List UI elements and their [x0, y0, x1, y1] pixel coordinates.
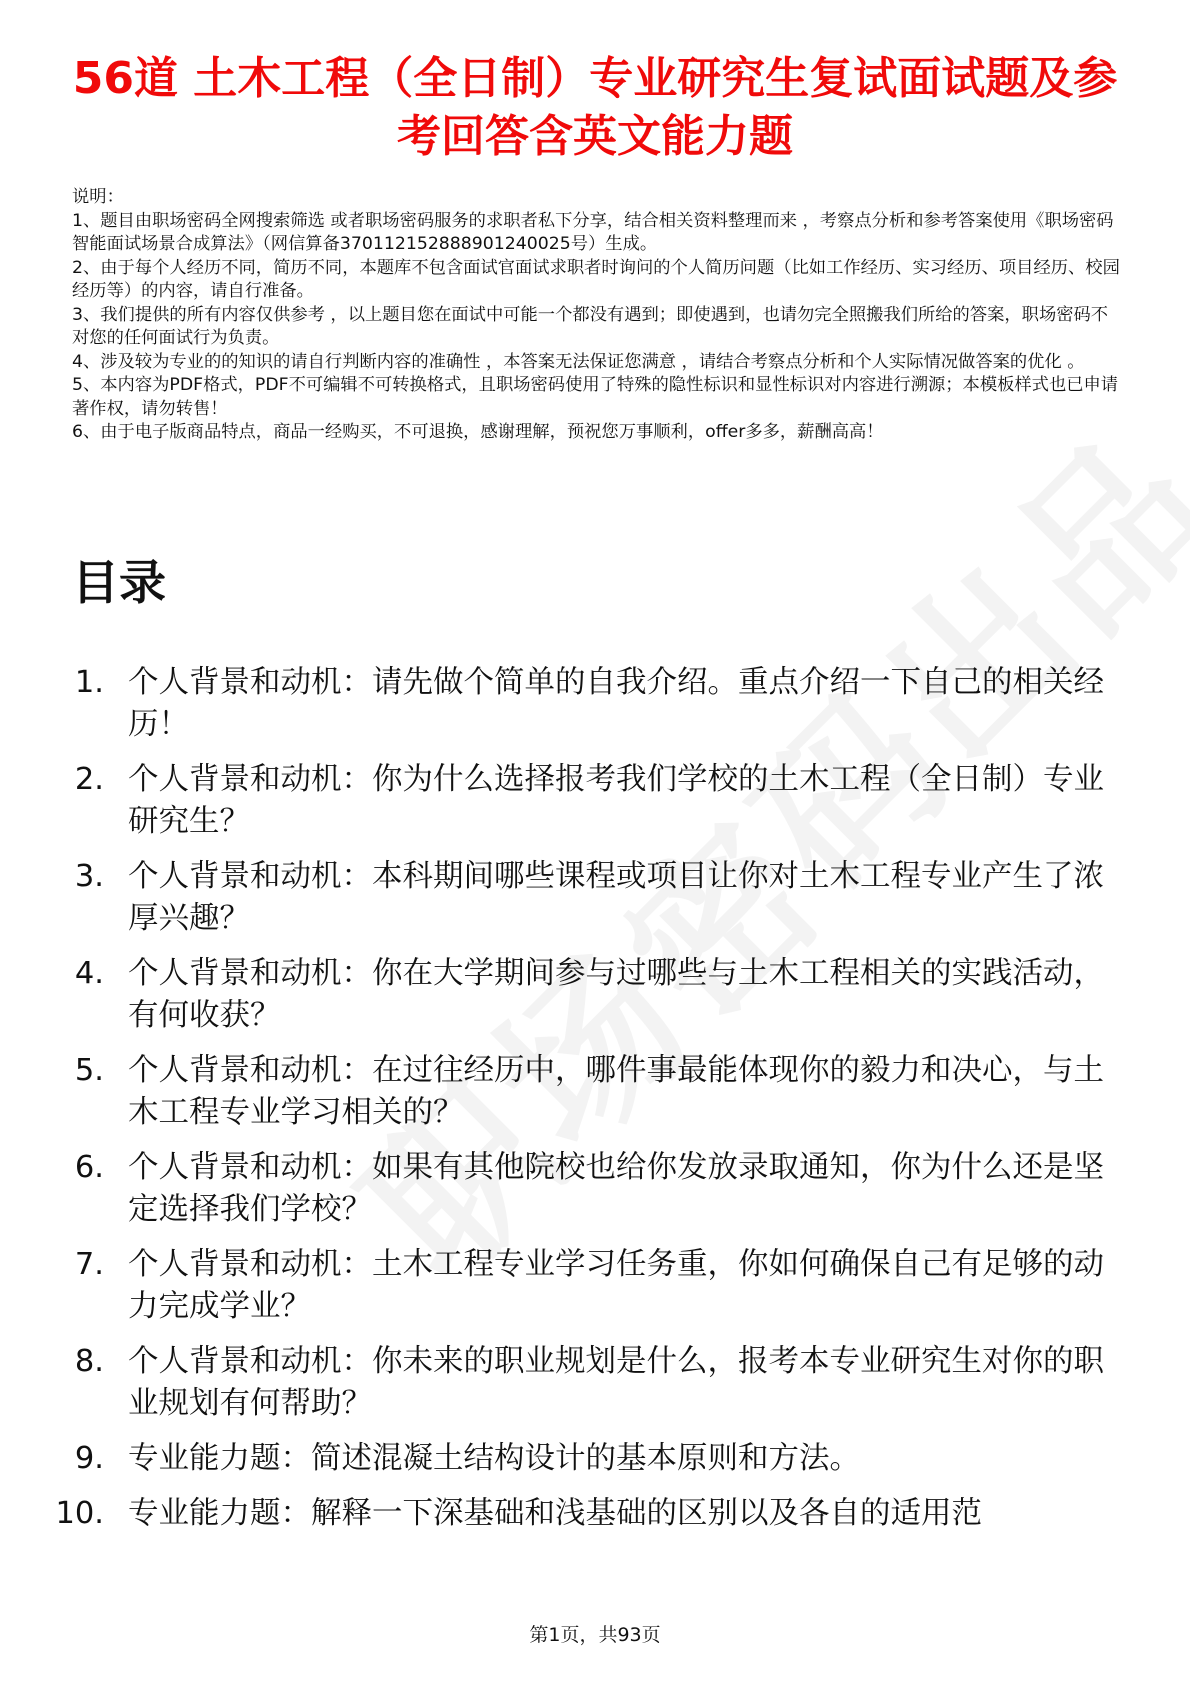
- toc-item-text: 个人背景和动机：你未来的职业规划是什么，报考本专业研究生对你的职业规划有何帮助？: [128, 1344, 1104, 1421]
- toc-item-number: 5.: [74, 1053, 104, 1088]
- toc-item-number: 9.: [74, 1441, 104, 1476]
- notes-item: 2、由于每个人经历不同，简历不同，本题库不包含面试官面试求职者时询问的个人简历问题（比如工作经历、实习经历、项目经历、校园经历等）的内容，请自行准备。: [72, 257, 1120, 301]
- notes-section: [72, 186, 1122, 445]
- toc-item[interactable]: [0, 1493, 1108, 1535]
- toc-item-text: 个人背景和动机：你为什么选择报考我们学校的土木工程（全日制）专业研究生？: [128, 762, 1104, 839]
- notes-item: 4、涉及较为专业的的知识的请自行判断内容的准确性 ，本答案无法保证您满意 ，请结合考察点分析和个人实际情况做答案的优化 。: [72, 351, 1085, 372]
- toc-item-number: 8.: [74, 1344, 104, 1379]
- toc-list: [0, 662, 1190, 1548]
- toc-item[interactable]: [0, 953, 1108, 1037]
- notes-item: 6、由于电子版商品特点，商品一经购买，不可退换，感谢理解，预祝您万事顺利，offer多多，薪酬高高！: [72, 422, 884, 442]
- toc-item[interactable]: [0, 1244, 1108, 1328]
- toc-item[interactable]: [0, 1438, 1108, 1480]
- toc-item[interactable]: [0, 1050, 1108, 1134]
- toc-item-number: 10.: [55, 1496, 104, 1531]
- notes-heading: 说明：: [72, 187, 124, 207]
- toc-item-text: 个人背景和动机：请先做个简单的自我介绍。重点介绍一下自己的相关经历！: [128, 665, 1104, 742]
- notes-item: 3、我们提供的所有内容仅供参考 ，以上题目您在面试中可能一个都没有遇到；即使遇到，也请勿完全照搬我们所给的答案，职场密码不对您的任何面试行为负责。: [72, 304, 1109, 348]
- toc-item-text: 个人背景和动机：如果有其他院校也给你发放录取通知，你为什么还是坚定选择我们学校？: [128, 1150, 1104, 1227]
- toc-item-number: 1.: [74, 665, 104, 700]
- toc-item-number: 7.: [74, 1247, 104, 1282]
- toc-item-text: 个人背景和动机：本科期间哪些课程或项目让你对土木工程专业产生了浓厚兴趣？: [128, 859, 1104, 936]
- toc-item-number: 6.: [74, 1150, 104, 1185]
- document-title: 56道 土木工程（全日制）专业研究生复试面试题及参考回答含英文能力题: [72, 53, 1118, 162]
- notes-item: 1、题目由职场密码全网搜索筛选 或者职场密码服务的求职者私下分享，结合相关资料整理而来 ，考察点分析和参考答案使用《职场密码智能面试场景合成算法》（网信算备370112152888901240025号）生成。: [72, 210, 1114, 254]
- toc-item-text: 专业能力题：简述混凝土结构设计的基本原则和方法。: [128, 1441, 860, 1476]
- toc-item[interactable]: [0, 759, 1108, 843]
- toc-item-text: 个人背景和动机：在过往经历中，哪件事最能体现你的毅力和决心，与土木工程专业学习相关的？: [128, 1053, 1104, 1130]
- toc-item-text: 个人背景和动机：你在大学期间参与过哪些与土木工程相关的实践活动，有何收获？: [128, 956, 1104, 1033]
- toc-item[interactable]: [0, 1147, 1108, 1231]
- notes-item: 5、本内容为PDF格式，PDF不可编辑不可转换格式，且职场密码使用了特殊的隐性标识和显性标识对内容进行溯源；本模板样式也已申请著作权，请勿转售！: [72, 375, 1119, 419]
- toc-heading: 目录: [72, 556, 166, 611]
- toc-item-text: 专业能力题：解释一下深基础和浅基础的区别以及各自的适用范: [128, 1496, 982, 1531]
- toc-item[interactable]: [0, 1341, 1108, 1425]
- page-number: 第1页，共93页: [529, 1624, 661, 1646]
- toc-item-number: 3.: [74, 859, 104, 894]
- toc-item-text: 个人背景和动机：土木工程专业学习任务重，你如何确保自己有足够的动力完成学业？: [128, 1247, 1104, 1324]
- toc-item-number: 4.: [74, 956, 104, 991]
- toc-item[interactable]: [0, 856, 1108, 940]
- toc-item[interactable]: [0, 662, 1108, 746]
- toc-item-number: 2.: [74, 762, 104, 797]
